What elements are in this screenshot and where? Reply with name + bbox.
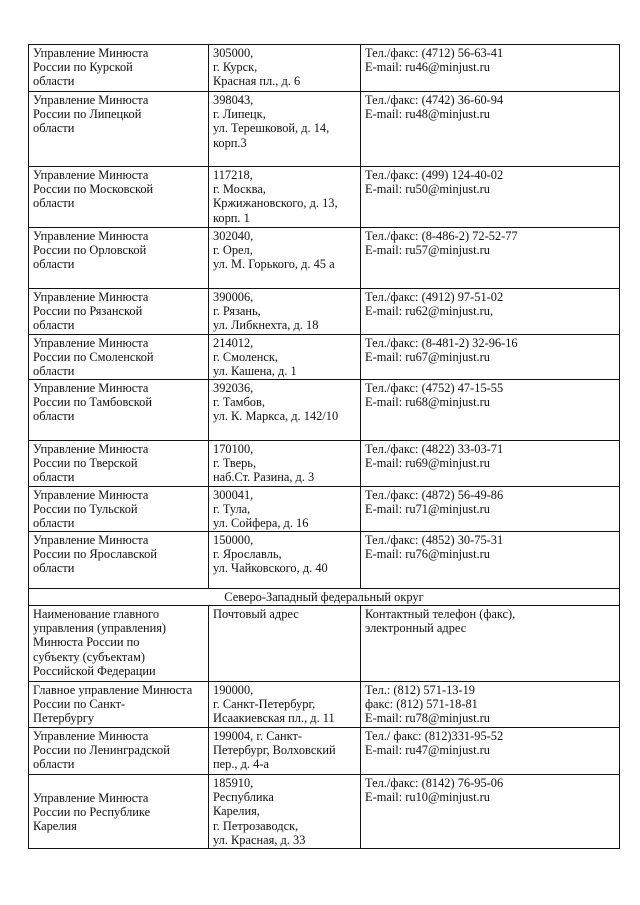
office-address: 150000, г. Ярославль, ул. Чайковского, д. 40 (209, 532, 361, 589)
office-address: 398043, г. Липецк, ул. Терешковой, д. 14, корп.3 (209, 92, 361, 167)
office-contacts: Тел.: (812) 571-13-19 факс: (812) 571-18-81 E-mail: ru78@minjust.ru (361, 682, 620, 728)
table-row (29, 682, 620, 728)
header-row (29, 606, 620, 682)
office-contacts: Тел./факс: (4852) 30-75-31 E-mail: ru76@minjust.ru (361, 532, 620, 589)
office-address: 199004, г. Санкт- Петербург, Волховский пер., д. 4-а (209, 728, 361, 775)
office-name: Управление Минюста России по Ленинградской области (29, 728, 209, 775)
offices-table (28, 44, 620, 849)
office-contacts: Тел./факс: (4822) 33-03-71 E-mail: ru69@minjust.ru (361, 441, 620, 487)
table-row (29, 167, 620, 228)
table-row (29, 775, 620, 849)
office-name: Управление Минюста России по Московской области (29, 167, 209, 228)
table-row (29, 728, 620, 775)
office-name: Управление Минюста России по Рязанской области (29, 289, 209, 335)
table-row (29, 45, 620, 92)
table-row (29, 228, 620, 289)
table-row (29, 92, 620, 167)
table-row (29, 380, 620, 441)
office-name: Управление Минюста России по Орловской области (29, 228, 209, 289)
office-contacts: Тел./ факс: (812)331-95-52 E-mail: ru47@minjust.ru (361, 728, 620, 775)
office-contacts: Тел./факс: (8142) 76-95-06 E-mail: ru10@minjust.ru (361, 775, 620, 849)
office-address: 170100, г. Тверь, наб.Ст. Разина, д. 3 (209, 441, 361, 487)
office-address: 214012, г. Смоленск, ул. Кашена, д. 1 (209, 335, 361, 380)
office-name: Управление Минюста России по Смоленской области (29, 335, 209, 380)
office-address: 302040, г. Орел, ул. М. Горького, д. 45 а (209, 228, 361, 289)
office-address: 392036, г. Тамбов, ул. К. Маркса, д. 142/10 (209, 380, 361, 441)
office-contacts: Тел./факс: (4752) 47-15-55 E-mail: ru68@minjust.ru (361, 380, 620, 441)
table-row (29, 487, 620, 532)
office-contacts: Тел./факс: (8-486-2) 72-52-77 E-mail: ru57@minjust.ru (361, 228, 620, 289)
office-name: Главное управление Минюста России по Санкт- Петербургу (29, 682, 209, 728)
office-name: Управление Минюста России по Липецкой области (29, 92, 209, 167)
header-name: Наименование главного управления (управления) Минюста России по субъекту (субъектам) Российской Федерации (29, 606, 209, 682)
office-address: 300041, г. Тула, ул. Сойфера, д. 16 (209, 487, 361, 532)
office-contacts: Тел./факс: (4742) 36-60-94 E-mail: ru48@minjust.ru (361, 92, 620, 167)
office-address: 305000, г. Курск, Красная пл., д. 6 (209, 45, 361, 92)
office-name: Управление Минюста России по Тамбовской области (29, 380, 209, 441)
header-address: Почтовый адрес (209, 606, 361, 682)
region-title: Северо-Западный федеральный округ (29, 589, 620, 606)
office-name: Управление Минюста России по Республике Карелия (29, 775, 209, 849)
header-contacts: Контактный телефон (факс), электронный адрес (361, 606, 620, 682)
table-row (29, 532, 620, 589)
office-contacts: Тел./факс: (499) 124-40-02 E-mail: ru50@minjust.ru (361, 167, 620, 228)
table-row (29, 335, 620, 380)
office-name: Управление Минюста России по Ярославской области (29, 532, 209, 589)
office-name: Управление Минюста России по Курской области (29, 45, 209, 92)
office-name: Управление Минюста России по Тверской области (29, 441, 209, 487)
office-address: 185910, Республика Карелия, г. Петрозаводск, ул. Красная, д. 33 (209, 775, 361, 849)
office-address: 190000, г. Санкт-Петербург, Исаакиевская пл., д. 11 (209, 682, 361, 728)
office-address: 117218, г. Москва, Кржижановского, д. 13, корп. 1 (209, 167, 361, 228)
office-name: Управление Минюста России по Тульской области (29, 487, 209, 532)
region-row (29, 589, 620, 606)
office-contacts: Тел./факс: (4872) 56-49-86 E-mail: ru71@minjust.ru (361, 487, 620, 532)
office-contacts: Тел./факс: (4912) 97-51-02 E-mail: ru62@minjust.ru, (361, 289, 620, 335)
table-row (29, 441, 620, 487)
table-row (29, 289, 620, 335)
office-contacts: Тел./факс: (4712) 56-63-41 E-mail: ru46@minjust.ru (361, 45, 620, 92)
office-address: 390006, г. Рязань, ул. Либкнехта, д. 18 (209, 289, 361, 335)
office-contacts: Тел./факс: (8-481-2) 32-96-16 E-mail: ru67@minjust.ru (361, 335, 620, 380)
